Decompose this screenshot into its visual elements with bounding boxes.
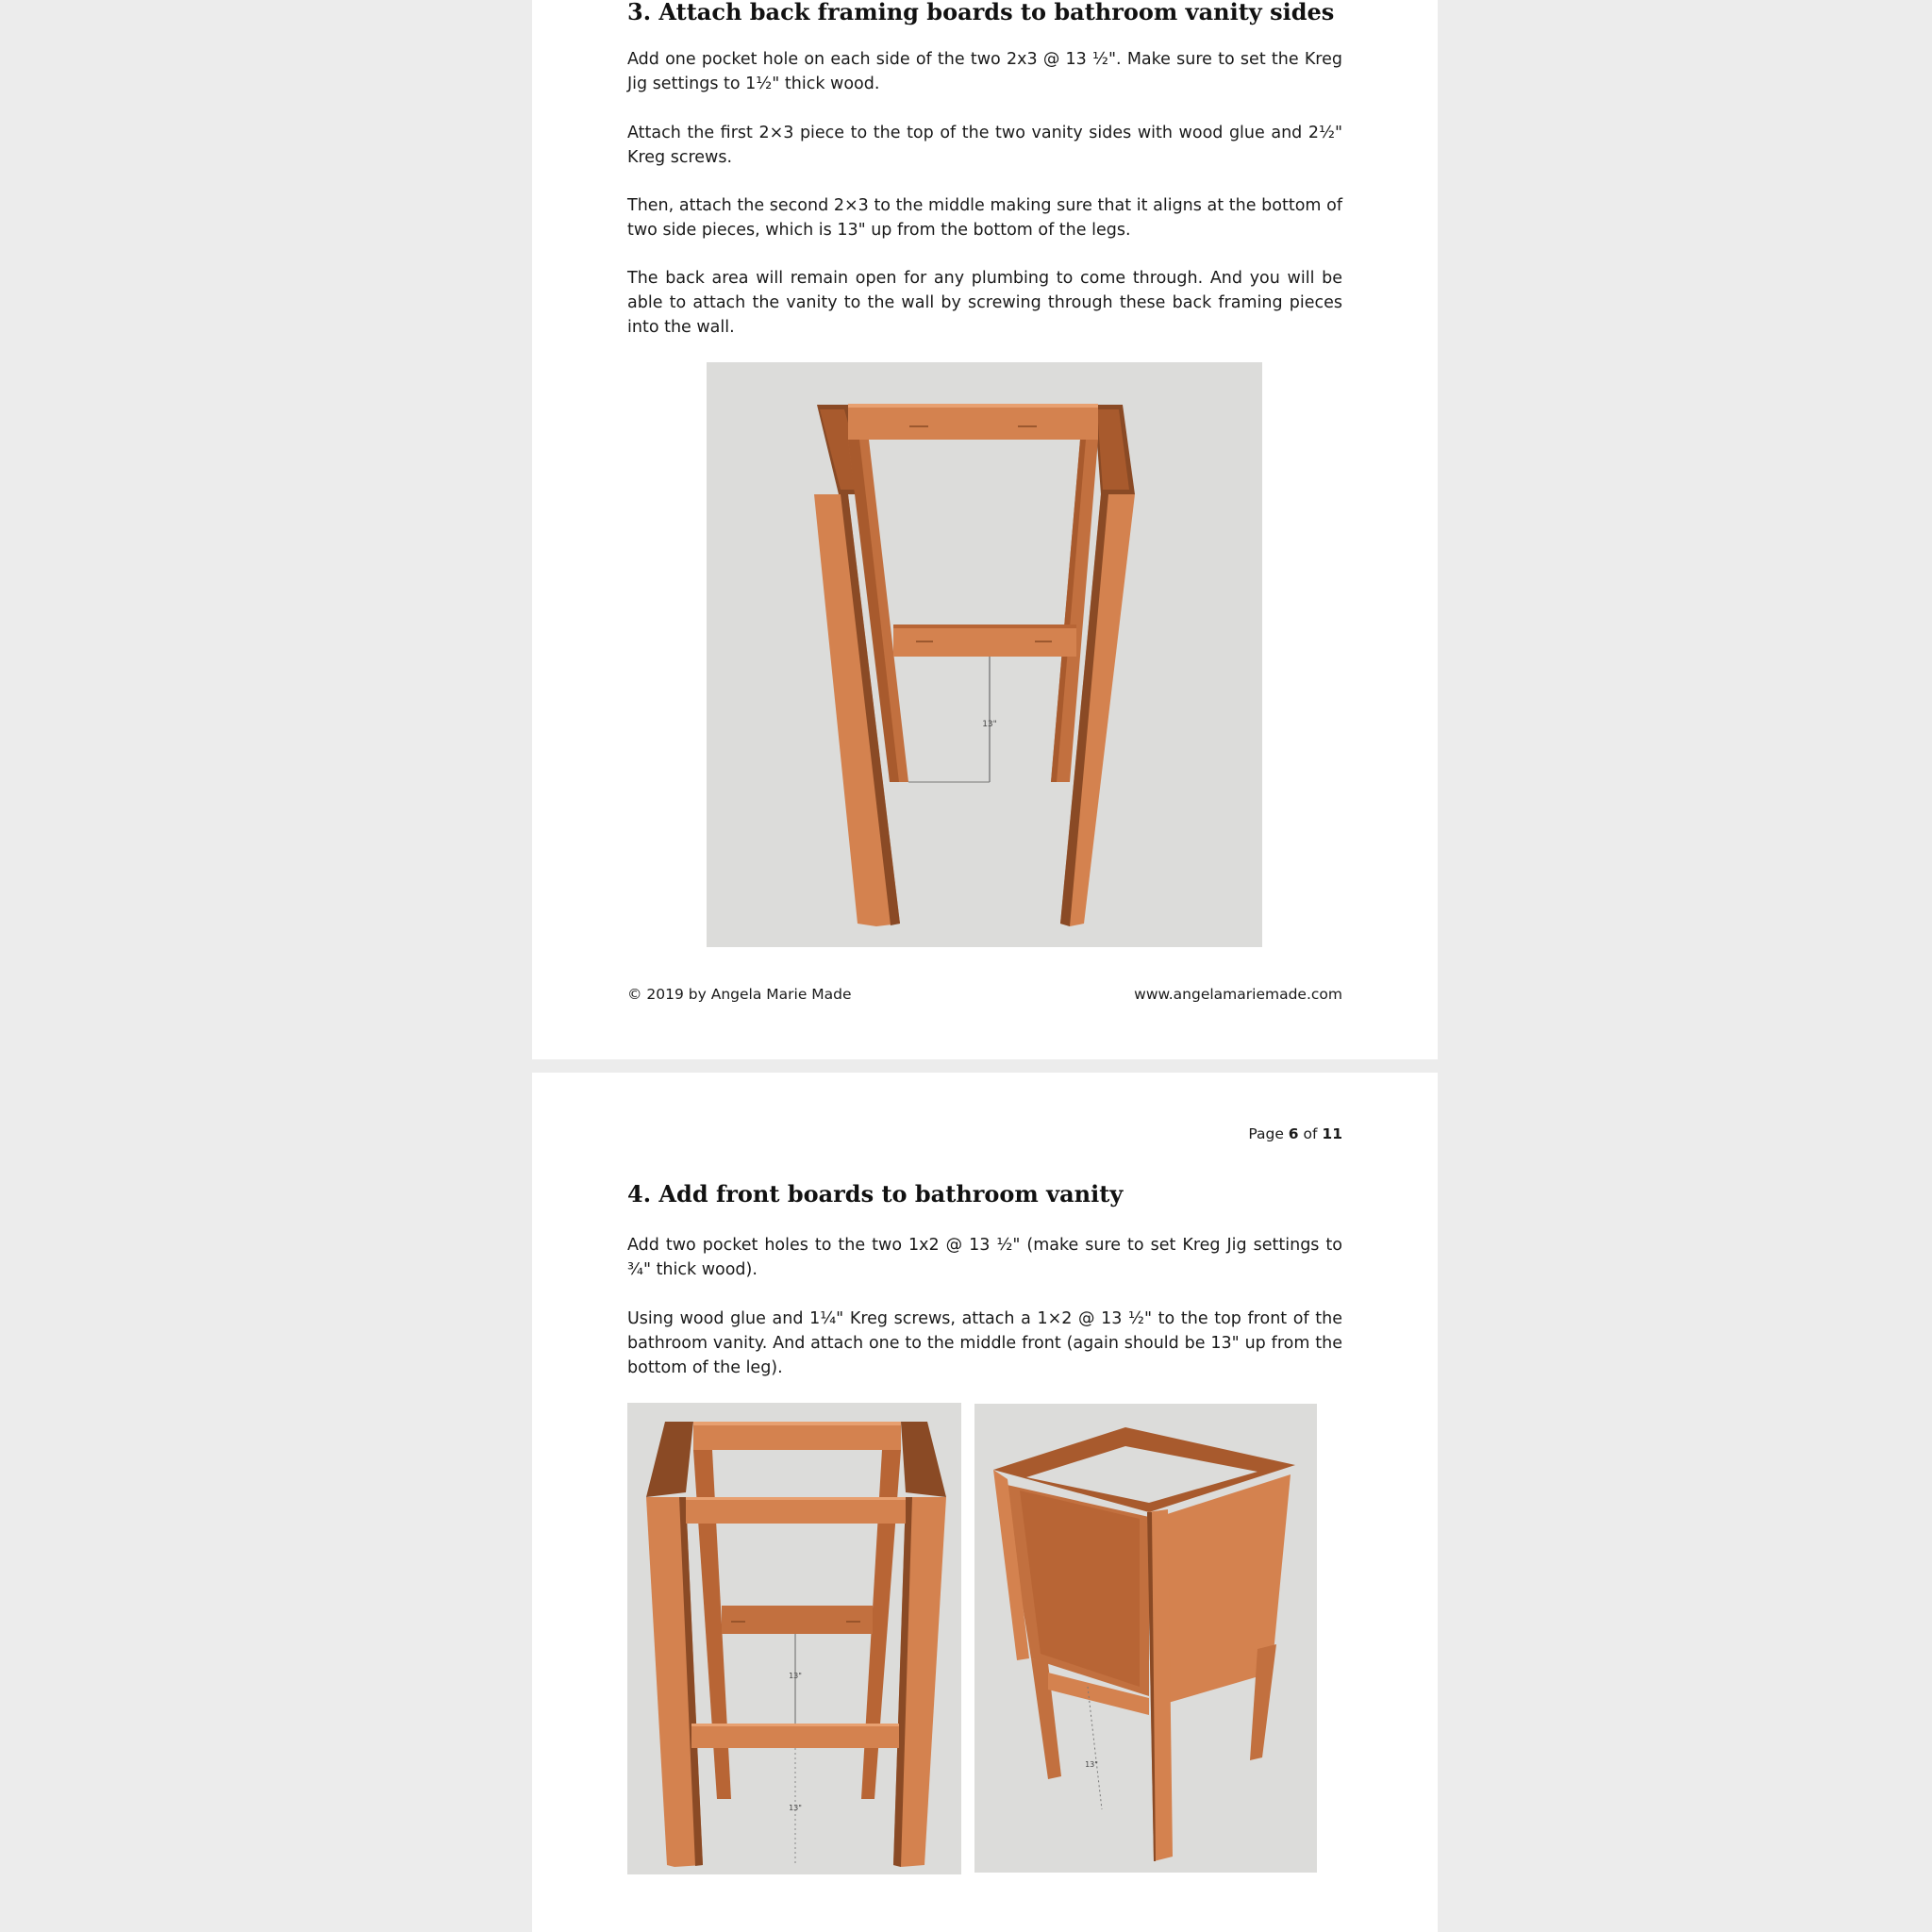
dimension-label: 13" [789, 1672, 802, 1680]
page-word: Page [1248, 1125, 1284, 1142]
back-middle-rail [722, 1606, 873, 1634]
step-3-paragraph: The back area will remain open for any plumbing to come through. And you will be able to attach the vanity to the wall by screwing through these back framing pieces into the wall. [627, 269, 1342, 337]
page-number [1248, 1125, 1342, 1142]
step-3-heading: 3. Attach back framing boards to bathroom vanity sides [627, 0, 1335, 25]
back-top-rail [848, 404, 1098, 440]
page-of: of [1303, 1125, 1318, 1142]
footer-copyright: © 2019 by Angela Marie Made [627, 986, 852, 1003]
step-3-paragraph: Add one pocket hole on each side of the two 2x3 @ 13 ½". Make sure to set the Kreg Jig settings to 1½" thick wood. [627, 50, 1342, 93]
step-3-paragraph: Attach the first 2×3 piece to the top of the two vanity sides with wood glue and 2½" Kreg screws. [627, 124, 1342, 167]
vanity-front-view-drawing [627, 1403, 961, 1874]
front-middle-rail [691, 1724, 899, 1748]
front-top-rail [686, 1497, 906, 1524]
page-current: 6 [1288, 1125, 1299, 1142]
vanity-angled-view-drawing [974, 1404, 1317, 1873]
page-total: 11 [1322, 1125, 1342, 1142]
document-page [532, 1073, 1438, 1932]
dimension-label: 13" [1085, 1760, 1098, 1769]
vanity-angled-view-diagram [974, 1404, 1317, 1873]
back-middle-rail [893, 625, 1076, 657]
step-3-paragraph: Then, attach the second 2×3 to the middle making sure that it aligns at the bottom of two side pieces, which is 13" up from the bottom of the legs. [627, 196, 1342, 240]
footer-website-link[interactable]: www.angelamariemade.com [1134, 986, 1342, 1003]
step-4-paragraph: Using wood glue and 1¼" Kreg screws, attach a 1×2 @ 13 ½" to the top front of the bathroom vanity. And attach one to the middle front (again should be 13" up from the bottom of the leg). [627, 1309, 1342, 1377]
vanity-back-frame-drawing [707, 362, 1262, 947]
document-page [532, 0, 1438, 1059]
dimension-label: 13" [789, 1804, 802, 1812]
vanity-front-view-diagram [627, 1403, 961, 1874]
step-4-heading: 4. Add front boards to bathroom vanity [627, 1180, 1124, 1208]
step-4-paragraph: Add two pocket holes to the two 1x2 @ 13 ½" (make sure to set Kreg Jig settings to ¾" thick wood). [627, 1236, 1342, 1279]
vanity-back-frame-diagram [707, 362, 1262, 947]
dimension-label: 13" [982, 720, 997, 729]
